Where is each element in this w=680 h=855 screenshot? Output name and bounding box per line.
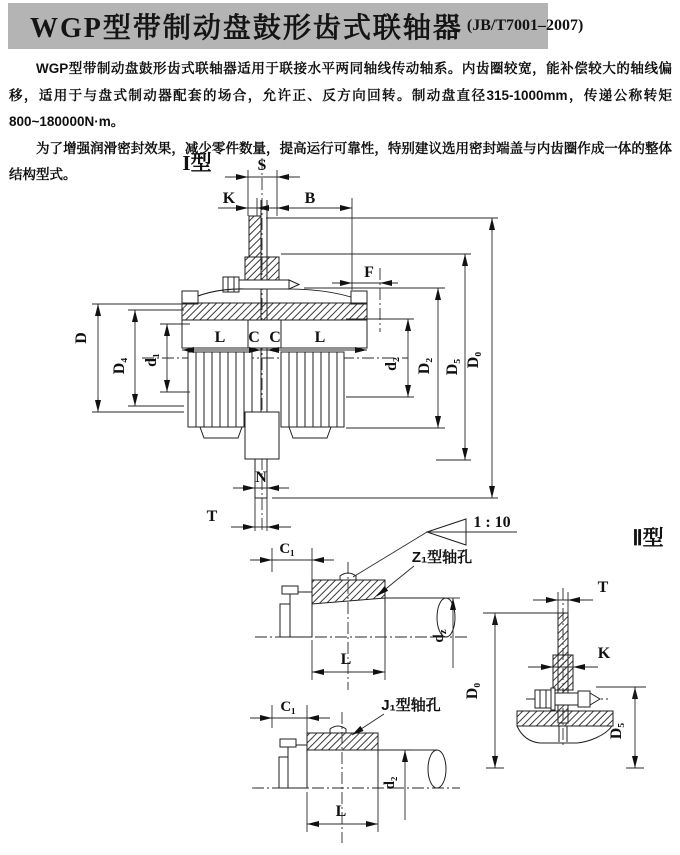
dim-s [222, 157, 300, 216]
dim-label-n: N [255, 469, 267, 486]
dim-label-t-type2: T [597, 579, 609, 596]
dim-label-dz: $d_z$ [431, 629, 449, 643]
standard-number: (JB/T7001–2007) [466, 17, 584, 34]
dim-label-d0-type2: D₀ [464, 682, 481, 700]
dim-label-d2-small: d₂ [383, 357, 400, 371]
dim-t [207, 498, 291, 531]
dim-label-d1-small: d₁ [143, 353, 160, 367]
brake-disc-upper-plate [249, 216, 261, 257]
dim-label-c1-j1: C₁ [280, 699, 296, 715]
dim-label-d2-cap: D₂ [416, 357, 433, 375]
z1-shaft-hole-view [250, 541, 472, 690]
dim-label-d2-j1: d₂ [382, 776, 398, 790]
dim-label-c1-z1: C₁ [279, 541, 295, 557]
taper-annotation [353, 514, 517, 577]
type2-view-label: Ⅱ型 [632, 526, 664, 550]
dim-label-f: F [364, 264, 374, 281]
dim-label-d0: D₀ [465, 351, 482, 369]
dim-k-b [218, 190, 352, 290]
type1-view-label: I型 [182, 151, 212, 175]
dim-label-k: K [222, 190, 236, 207]
page-title: WGP型带制动盘鼓形齿式联轴器 [30, 13, 463, 44]
dim-label-d-cap: D [73, 332, 90, 344]
dim-c1-z1 [250, 541, 334, 580]
dim-label-k-type2: K [597, 645, 611, 662]
dim-label-b: B [304, 190, 316, 207]
j1-hole-label: J₁型轴孔 [381, 697, 441, 714]
j1-hub [279, 726, 378, 788]
dim-d0-type2 [464, 613, 504, 768]
dim-label-d4: D₄ [111, 357, 128, 375]
brake-disc-lower-boss [245, 412, 279, 459]
type2-view [464, 526, 664, 768]
type2-disc-boss [553, 655, 573, 690]
j1-shaft-hole-view [250, 696, 460, 843]
type1-view [73, 151, 498, 532]
dim-l-z1 [312, 602, 385, 680]
dim-label-l-j1: L [335, 803, 347, 820]
taper-label: 1 : 10 [473, 514, 511, 531]
j1-callout [352, 696, 441, 735]
dim-d5-type2 [596, 687, 646, 768]
dim-dz [431, 598, 453, 668]
dim-label-d5-type2: D₅ [608, 722, 625, 740]
dim-c1-j1 [250, 699, 330, 733]
z1-hub [280, 573, 385, 637]
oil-plug [330, 726, 346, 733]
dim-t-type2 [533, 579, 609, 613]
paragraph-2: 为了增强润滑密封效果，减少零件数量，提高运行可靠性，特别建议选用密封端盖与内齿圈作成一体的整体结构型式。 [9, 140, 672, 182]
dim-n [233, 469, 289, 488]
dim-l-j1 [307, 754, 378, 832]
dim-label-l2: L [314, 329, 326, 346]
dim-label-c2: C [269, 329, 281, 346]
z1-callout [377, 548, 472, 596]
dim-label-l1: L [214, 329, 226, 346]
right-hub-teeth [281, 352, 344, 438]
paragraph-1: WGP型带制动盘鼓形齿式联轴器适用于联接水平两同轴线传动轴系。内齿圈较宽，能补偿较大的轴线偏移，适用于与盘式制动器配套的场合，允许正、反方向回转。制动盘直径315-1000mm，传递公称转矩800~180000N·m。 [9, 61, 672, 129]
z1-hole-label: Z₁型轴孔 [411, 549, 473, 566]
dim-label-d5: D₅ [444, 358, 461, 376]
left-hub-teeth [188, 352, 252, 438]
dim-label-t: T [206, 508, 218, 525]
dim-label-c1: C [248, 329, 260, 346]
dim-label-l-z1: L [340, 651, 352, 668]
dim-d2-j1 [382, 750, 405, 820]
dim-label-s: S [257, 157, 267, 174]
